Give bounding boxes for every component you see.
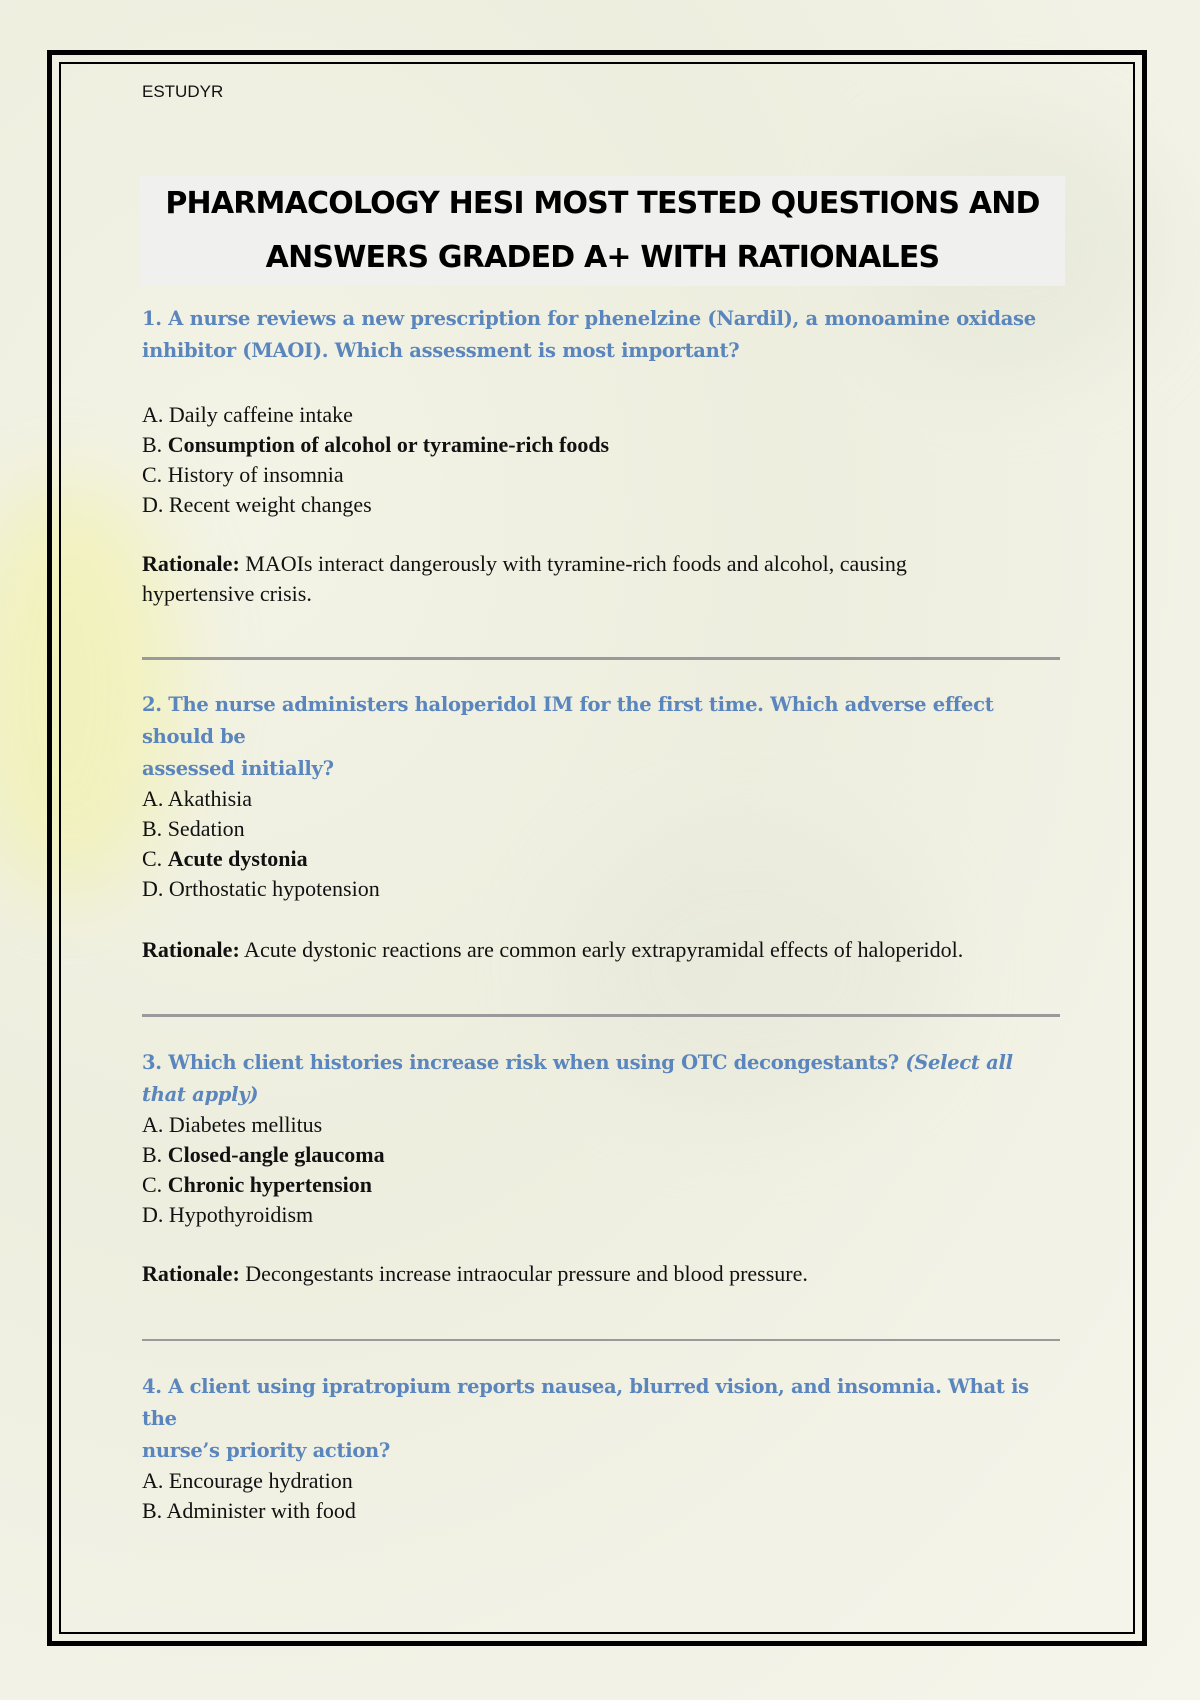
- brand-label: ESTUDYR: [142, 82, 224, 101]
- question-line: nurse’s priority action?: [142, 1439, 391, 1462]
- option-d: D. Recent weight changes: [142, 492, 372, 517]
- rationale-label: Rationale:: [142, 1261, 240, 1286]
- option-a: A. Akathisia: [142, 786, 253, 811]
- option-c-correct: C. Chronic hypertension: [142, 1172, 373, 1197]
- question-1-rationale: Rationale: MAOIs interact dangerously with tyramine-rich foods and alcohol, causing hypertensive crisis.: [142, 551, 907, 606]
- rationale-label: Rationale:: [142, 551, 240, 576]
- question-1-options: [142, 400, 1062, 520]
- section-divider: [142, 1014, 1060, 1017]
- question-2-options: [142, 784, 1062, 904]
- title-line-2: ANSWERS GRADED A+ WITH RATIONALES: [265, 240, 940, 275]
- option-d: D. Orthostatic hypotension: [142, 876, 380, 901]
- question-line: 2. The nurse administers haloperidol IM for the first time. Which adverse effect should be: [142, 693, 994, 748]
- option-a: A. Daily caffeine intake: [142, 402, 353, 427]
- question-3-text: [142, 1047, 1062, 1111]
- option-c: C. History of insomnia: [142, 462, 344, 487]
- question-line: 4. A client using ipratropium reports nausea, blurred vision, and insomnia. What is the: [142, 1375, 1029, 1430]
- question-3-options: [142, 1110, 1062, 1230]
- option-c-correct: C. Acute dystonia: [142, 846, 308, 871]
- option-b-correct: B. Consumption of alcohol or tyramine-rich foods: [142, 432, 610, 457]
- option-a: A. Encourage hydration: [142, 1468, 353, 1493]
- question-2-text: [142, 689, 1062, 785]
- section-divider: [142, 657, 1060, 660]
- question-line: inhibitor (MAOI). Which assessment is most important?: [142, 339, 740, 362]
- select-all-note: (Select all that apply): [142, 1051, 1013, 1106]
- option-b: B. Sedation: [142, 816, 245, 841]
- question-line: 3. Which client histories increase risk when using OTC decongestants? (Select all that apply): [142, 1051, 1013, 1106]
- question-2-rationale: Rationale: Acute dystonic reactions are common early extrapyramidal effects of haloperidol.: [142, 937, 964, 962]
- option-d: D. Hypothyroidism: [142, 1202, 314, 1227]
- title-line-1: PHARMACOLOGY HESI MOST TESTED QUESTIONS AND: [165, 186, 1040, 221]
- question-line: 1. A nurse reviews a new prescription for phenelzine (Nardil), a monoamine oxidase: [142, 307, 1036, 330]
- question-3-rationale: Rationale: Decongestants increase intraocular pressure and blood pressure.: [142, 1261, 808, 1286]
- question-line: assessed initially?: [142, 757, 334, 780]
- question-1-text: [142, 303, 1062, 367]
- option-a: A. Diabetes mellitus: [142, 1112, 323, 1137]
- rationale-label: Rationale:: [142, 937, 240, 962]
- question-4-options: [142, 1466, 1062, 1526]
- document-title: [140, 176, 1065, 286]
- option-b-correct: B. Closed-angle glaucoma: [142, 1142, 385, 1167]
- option-b: B. Administer with food: [142, 1498, 356, 1523]
- question-4-text: [142, 1371, 1062, 1467]
- section-divider: [142, 1339, 1060, 1341]
